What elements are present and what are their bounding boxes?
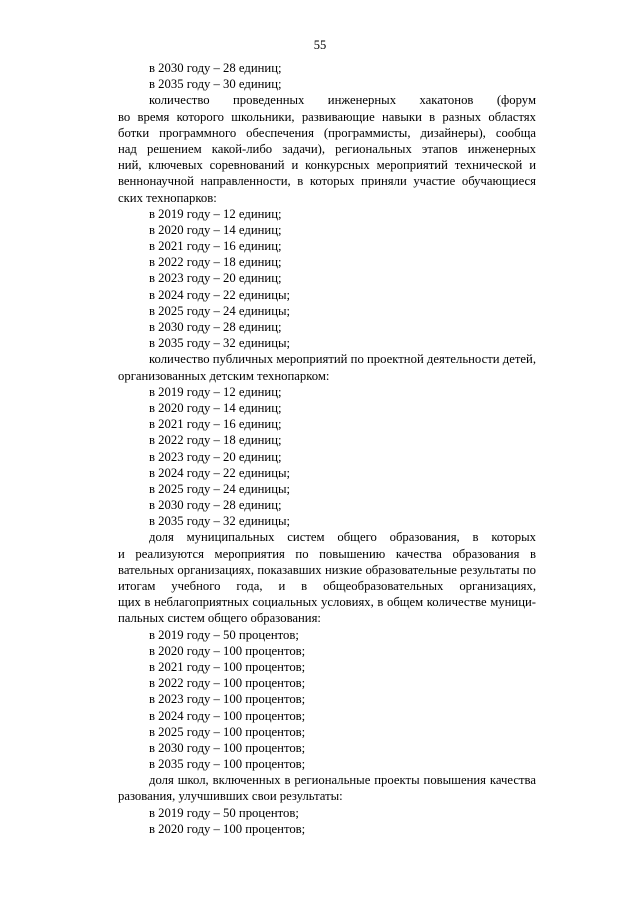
text-line: в 2024 году – 22 единицы; — [149, 287, 291, 302]
text-line: в 2024 году – 22 единицы; — [149, 465, 291, 480]
text-line: организованных детским технопарком: — [118, 368, 330, 383]
text-line: в 2019 году – 12 единиц; — [149, 384, 282, 399]
text-line: в 2025 году – 100 процентов; — [149, 724, 306, 739]
text-line: в 2021 году – 100 процентов; — [149, 659, 306, 674]
text-line: в 2021 году – 16 единиц; — [149, 417, 282, 432]
text-line: в 2030 году – 28 единиц; — [149, 498, 282, 513]
text-line: и реализуются мероприятия по повышению качества образования в — [118, 546, 536, 561]
text-line: в 2030 году – 28 единиц; — [149, 320, 282, 334]
text-line: в 2020 году – 14 единиц; — [149, 222, 282, 237]
text-line: в 2019 году – 12 единиц; — [149, 206, 282, 221]
text-line: вательных организациях, показавших низкие образовательные результаты по — [118, 562, 536, 577]
text-line: доля школ, включенных в региональные проекты повышения качества — [149, 773, 536, 788]
text-line: пальных систем общего образования: — [118, 611, 321, 626]
text-line: в 2022 году – 100 процентов; — [149, 676, 306, 691]
text-line: ний, ключевых соревнований и конкурсных мероприятий технической и — [118, 158, 536, 173]
text-line: в 2035 году – 30 единиц; — [149, 77, 282, 92]
text-line: в 2022 году – 18 единиц; — [149, 433, 282, 448]
text-line: во время которого школьники, развивающие навыки в разных областях — [118, 109, 536, 124]
text-line: в 2019 году – 50 процентов; — [149, 627, 299, 642]
text-line: в 2035 году – 100 процентов; — [149, 757, 306, 772]
text-line: доля муниципальных систем общего образования, в которых — [149, 530, 536, 545]
text-line: в 2022 году – 18 единиц; — [149, 255, 282, 270]
text-line: в 2035 году – 32 единицы; — [149, 514, 291, 529]
text-line: количество публичных мероприятий по проектной деятельности детей, — [149, 352, 536, 367]
text-line: в 2023 году – 100 процентов; — [149, 692, 306, 707]
text-line: в 2023 году – 20 единиц; — [149, 271, 282, 286]
text-line: в 2024 году – 100 процентов; — [149, 708, 306, 723]
text-line: в 2019 году – 50 процентов; — [149, 805, 299, 820]
page-number: 55 — [313, 38, 327, 52]
text-line: над решением какой-либо задачи), региональных этапов инженерных — [118, 141, 536, 156]
text-line: разования, улучшивших свои результаты: — [118, 789, 343, 804]
text-line: в 2025 году – 24 единицы; — [149, 481, 291, 496]
text-line: в 2020 году – 14 единиц; — [149, 400, 282, 415]
text-line: в 2030 году – 28 единиц; — [149, 61, 282, 75]
text-line: количество проведенных инженерных хакатонов (форум — [149, 93, 536, 108]
text-line: в 2023 году – 20 единиц; — [149, 449, 282, 464]
text-line: в 2025 году – 24 единицы; — [149, 303, 291, 318]
text-line: итогам учебного года, и в общеобразовательных организациях, — [118, 579, 536, 593]
text-line: в 2020 году – 100 процентов; — [149, 821, 306, 836]
text-line: в 2021 году – 16 единиц; — [149, 239, 282, 254]
text-line: в 2035 году – 32 единицы; — [149, 336, 291, 351]
document-body — [118, 60, 536, 837]
text-line: щих в неблагоприятных социальных условиях, в общем количестве муници- — [118, 595, 536, 610]
text-line: ских технопарков: — [118, 190, 217, 205]
text-line: ботки программного обеспечения (программисты, дизайнеры), сообща — [118, 125, 536, 140]
text-line: в 2020 году – 100 процентов; — [149, 643, 306, 658]
text-line: веннонаучной направленности, в которых приняли участие обучающиеся — [118, 174, 536, 189]
text-line: в 2030 году – 100 процентов; — [149, 740, 306, 755]
